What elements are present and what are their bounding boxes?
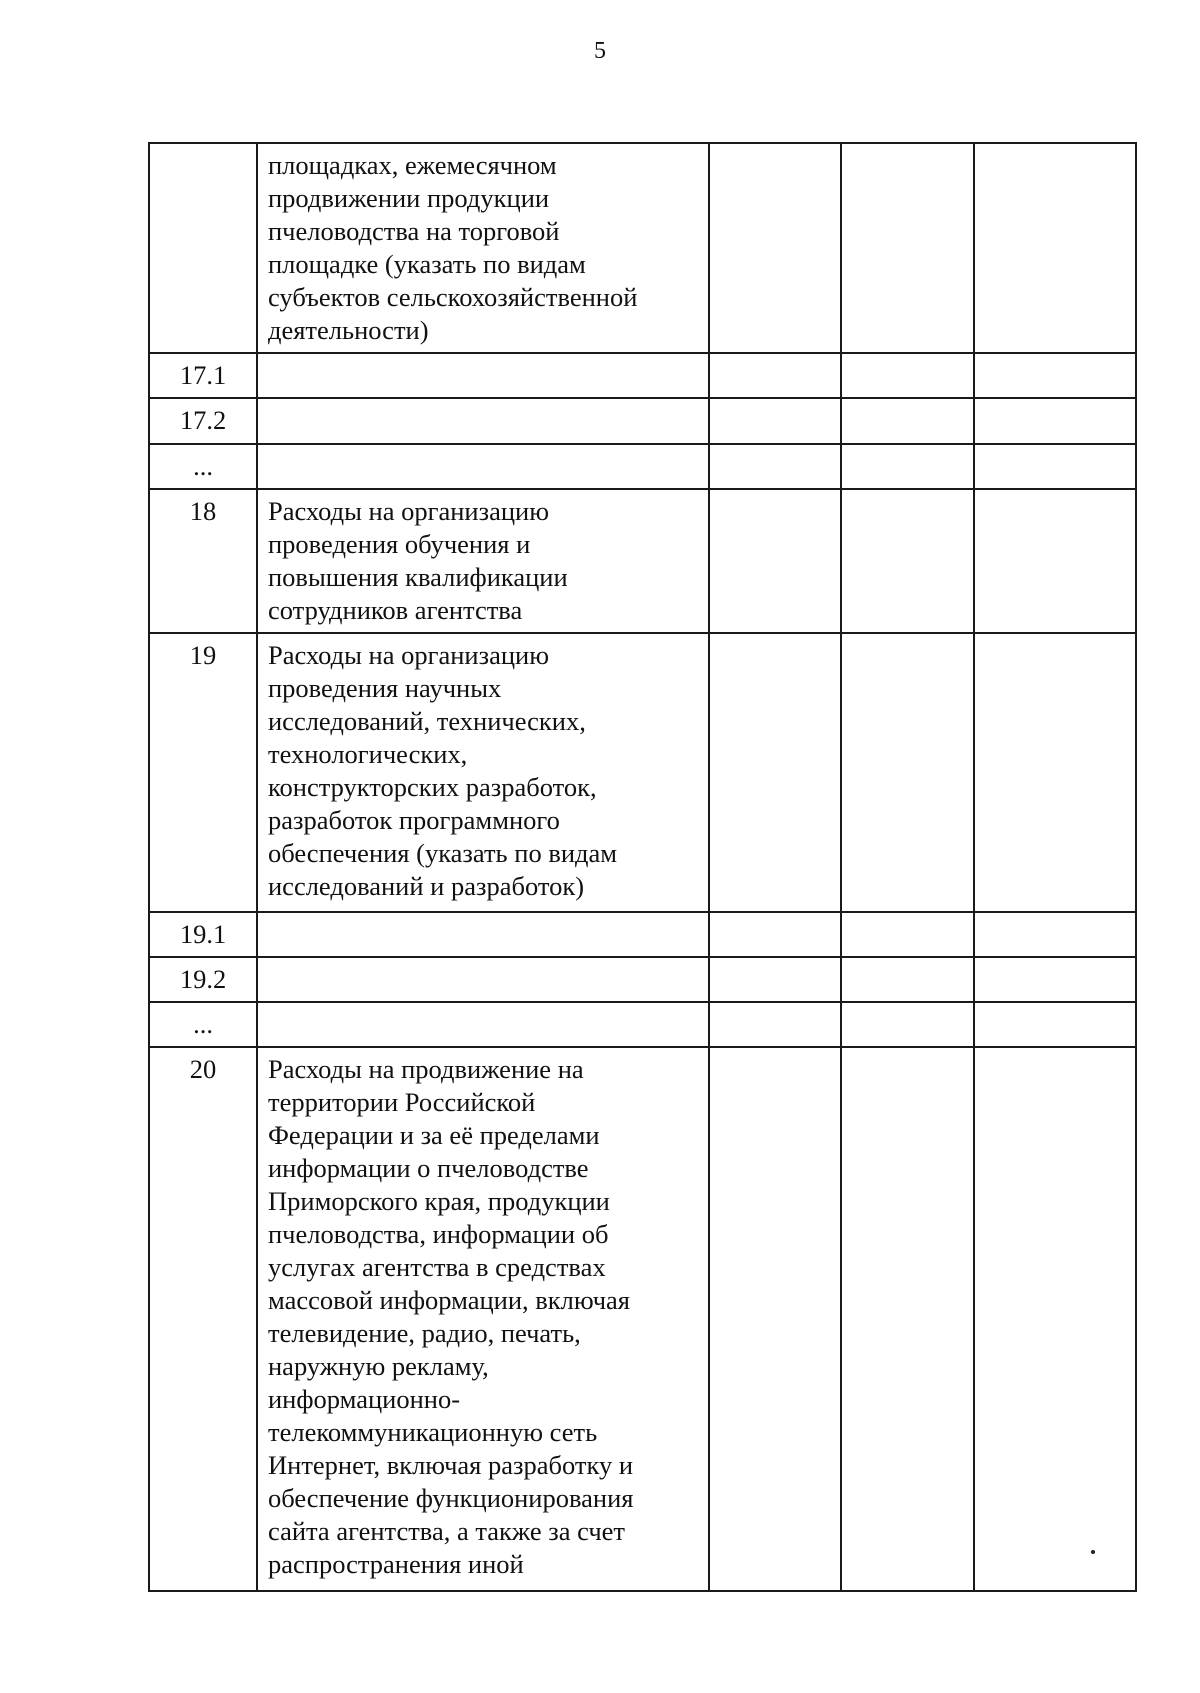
- description-line: сайта агентства, а также за счет: [268, 1516, 625, 1546]
- value-cell: [709, 633, 841, 912]
- value-cell: [841, 957, 974, 1002]
- table-row: [149, 1002, 1136, 1047]
- value-cell: [709, 489, 841, 633]
- row-number-cell: 19.2: [149, 957, 257, 1002]
- description-line: услугах агентства в средствах: [268, 1252, 606, 1282]
- value-cell: [841, 1047, 974, 1591]
- description-line: массовой информации, включая: [268, 1285, 630, 1315]
- row-number-cell: ...: [149, 1002, 257, 1047]
- description-line: конструкторских разработок,: [268, 772, 597, 802]
- description-cell: [257, 353, 709, 398]
- table-row: [149, 912, 1136, 957]
- row-number-cell: 19: [149, 633, 257, 912]
- description-line: сотрудников агентства: [268, 595, 523, 625]
- description-line: информации о пчеловодстве: [268, 1153, 589, 1183]
- value-cell: [709, 444, 841, 489]
- description-line: пчеловодства, информации об: [268, 1219, 609, 1249]
- description-line: территории Российской: [268, 1087, 536, 1117]
- table-row: [149, 633, 1136, 912]
- value-cell: [974, 353, 1136, 398]
- description-line: обеспечение функционирования: [268, 1483, 634, 1513]
- description-line: Федерации и за её пределами: [268, 1120, 600, 1150]
- description-line: телекоммуникационную сеть: [268, 1417, 598, 1447]
- table-row: [149, 957, 1136, 1002]
- description-line: площадке (указать по видам: [268, 249, 586, 279]
- table-row: [149, 1047, 1136, 1591]
- description-line: разработок программного: [268, 805, 560, 835]
- description-cell: [257, 398, 709, 444]
- description-cell: [257, 633, 709, 912]
- value-cell: [841, 633, 974, 912]
- description-line: продвижении продукции: [268, 183, 550, 213]
- row-number-cell: ...: [149, 444, 257, 489]
- value-cell: [841, 353, 974, 398]
- value-cell: [974, 1047, 1136, 1591]
- table-body: [149, 143, 1136, 1591]
- value-cell: [709, 912, 841, 957]
- table-row: [149, 444, 1136, 489]
- description-cell: [257, 143, 709, 353]
- description-line: проведения обучения и: [268, 529, 531, 559]
- value-cell: [841, 1002, 974, 1047]
- description-line: субъектов сельскохозяйственной: [268, 282, 638, 312]
- description-cell: [257, 912, 709, 957]
- description-line: информационно-: [268, 1384, 461, 1414]
- value-cell: [841, 489, 974, 633]
- description-line: деятельности): [268, 315, 429, 345]
- value-cell: [974, 1002, 1136, 1047]
- value-cell: [974, 398, 1136, 444]
- description-line: распространения иной: [268, 1549, 524, 1579]
- description-line: наружную рекламу,: [268, 1351, 489, 1381]
- row-number-cell: 18: [149, 489, 257, 633]
- description-line: проведения научных: [268, 673, 502, 703]
- table-row: [149, 489, 1136, 633]
- description-line: пчеловодства на торговой: [268, 216, 560, 246]
- description-cell: [257, 489, 709, 633]
- value-cell: [974, 489, 1136, 633]
- table-row: [149, 353, 1136, 398]
- description-cell: [257, 1047, 709, 1591]
- description-line: исследований и разработок): [268, 871, 585, 901]
- page-number: 5: [594, 38, 606, 64]
- value-cell: [841, 912, 974, 957]
- value-cell: [974, 633, 1136, 912]
- description-line: телевидение, радио, печать,: [268, 1318, 581, 1348]
- value-cell: [974, 143, 1136, 353]
- description-line: Расходы на организацию: [268, 496, 550, 526]
- row-number-cell: [149, 143, 257, 353]
- description-line: Интернет, включая разработку и: [268, 1450, 634, 1480]
- scan-speck: [1091, 1550, 1095, 1554]
- value-cell: [709, 1002, 841, 1047]
- description-line: Приморского края, продукции: [268, 1186, 610, 1216]
- value-cell: [709, 398, 841, 444]
- description-line: обеспечения (указать по видам: [268, 838, 618, 868]
- row-number-cell: 19.1: [149, 912, 257, 957]
- description-line: повышения квалификации: [268, 562, 568, 592]
- row-number-cell: 17.2: [149, 398, 257, 444]
- description-cell: [257, 957, 709, 1002]
- value-cell: [974, 444, 1136, 489]
- description-line: Расходы на организацию: [268, 640, 550, 670]
- value-cell: [974, 912, 1136, 957]
- expenses-table: [148, 142, 1137, 1592]
- row-number-cell: 20: [149, 1047, 257, 1591]
- table-row: [149, 143, 1136, 353]
- value-cell: [974, 957, 1136, 1002]
- description-line: Расходы на продвижение на: [268, 1054, 584, 1084]
- value-cell: [709, 143, 841, 353]
- description-line: площадках, ежемесячном: [268, 150, 557, 180]
- value-cell: [841, 444, 974, 489]
- description-line: исследований, технических,: [268, 706, 586, 736]
- value-cell: [841, 398, 974, 444]
- description-line: технологических,: [268, 739, 468, 769]
- description-cell: [257, 1002, 709, 1047]
- table-row: [149, 398, 1136, 444]
- value-cell: [841, 143, 974, 353]
- value-cell: [709, 353, 841, 398]
- value-cell: [709, 957, 841, 1002]
- row-number-cell: 17.1: [149, 353, 257, 398]
- description-cell: [257, 444, 709, 489]
- value-cell: [709, 1047, 841, 1591]
